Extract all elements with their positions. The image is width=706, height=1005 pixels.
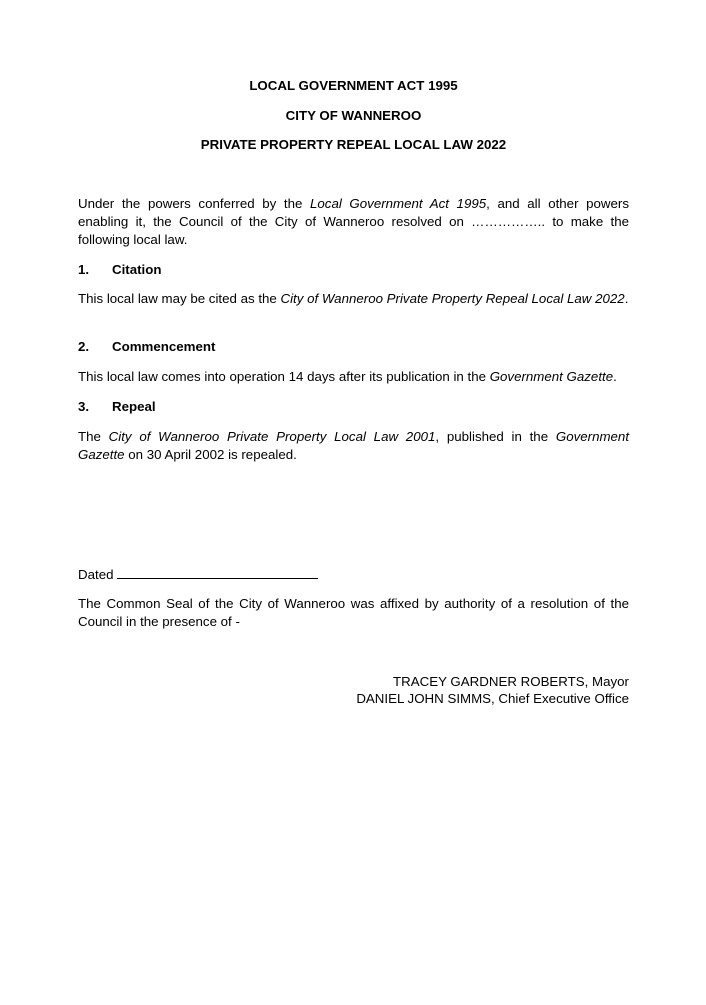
signatory-mayor: TRACEY GARDNER ROBERTS, Mayor	[393, 674, 629, 689]
repeal-paragraph	[78, 428, 629, 464]
section-number: 3.	[78, 399, 90, 414]
commencement-text-2: .	[613, 369, 617, 384]
preamble-text-1: Under the powers conferred by the	[78, 196, 311, 211]
repeal-text-3: on 30 April 2002 is repealed.	[124, 447, 297, 463]
signatory-ceo: DANIEL JOHN SIMMS, Chief Executive Office	[356, 691, 629, 706]
citation-law-name: City of Wanneroo Private Property Repeal Local Law 2022	[280, 291, 625, 306]
citation-text-2: .	[624, 291, 629, 306]
section-number: 2.	[78, 339, 90, 354]
section-title: Repeal	[112, 399, 156, 414]
dated-label: Dated	[78, 567, 114, 582]
citation-paragraph	[78, 290, 629, 308]
preamble-paragraph	[78, 195, 629, 250]
repeal-law-name: City of Wanneroo Private Property Local Law 2001	[108, 429, 436, 444]
commencement-text-1: This local law comes into operation 14 days after its publication in the	[78, 369, 490, 384]
section-heading-repeal	[78, 399, 156, 415]
citation-text-1: This local law may be cited as the	[78, 291, 281, 306]
commencement-gazette: Government Gazette	[489, 369, 614, 384]
section-heading-citation	[78, 262, 162, 278]
commencement-paragraph	[78, 368, 629, 386]
section-number: 1.	[78, 262, 90, 277]
section-heading-commencement	[78, 339, 215, 355]
act-heading: LOCAL GOVERNMENT ACT 1995	[249, 78, 458, 93]
repeal-gazette: Government Gazette	[78, 429, 630, 463]
section-title: Citation	[112, 262, 162, 277]
dated-line	[78, 566, 629, 584]
seal-statement: The Common Seal of the City of Wanneroo was affixed by authority of a resolution of the Council in the presence of -	[78, 596, 629, 630]
preamble-text-2: , and all other powers enabling it, the Council of the City of Wanneroo resolved on …………….. to make the following local law.	[78, 196, 629, 248]
preamble-act-name: Local Government Act 1995	[310, 196, 487, 211]
signatories-block	[78, 673, 629, 707]
city-heading: CITY OF WANNEROO	[285, 108, 422, 123]
repeal-text-2: , published in the	[435, 429, 556, 444]
date-signature-line	[117, 567, 318, 579]
law-title-heading: PRIVATE PROPERTY REPEAL LOCAL LAW 2022	[200, 137, 507, 152]
section-title: Commencement	[112, 339, 216, 354]
repeal-text-1: The	[78, 429, 109, 444]
